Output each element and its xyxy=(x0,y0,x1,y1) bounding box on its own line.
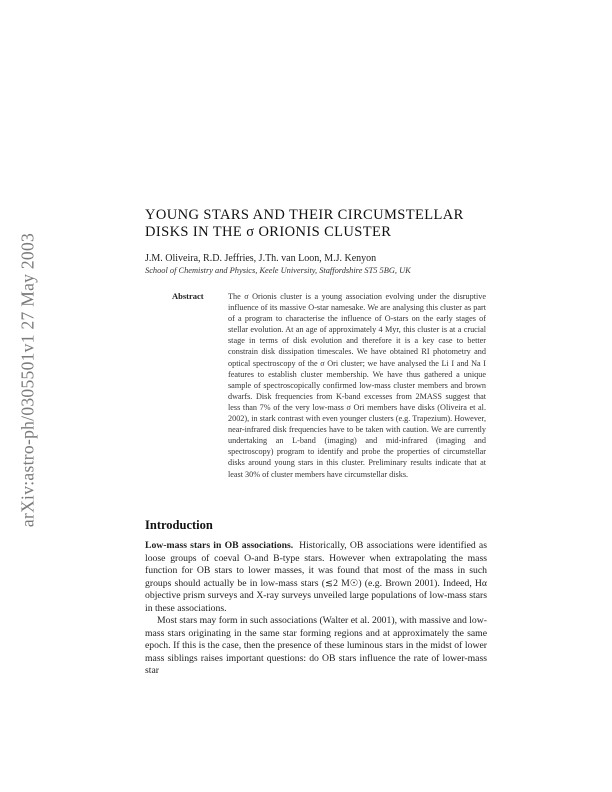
abstract-text: The σ Orionis cluster is a young association evolving under the disruptive influence of its massive O-star namesake. We are analysing this cluster as part of a program to characterise the influence of O-stars on the early stages of stellar evolution. At an age of approximately 4 Myr, this cluster is at a crucial stage in terms of disk evolution and therefore it is a key case to better constrain disk dissipation timescales. We have obtained RI photometry and optical spectroscopy of the σ Ori cluster; we have analysed the Li I and Na I features to establish cluster membership. We have thus gathered a unique sample of spectroscopically confirmed low-mass cluster members and brown dwarfs. Disk frequencies from K-band excesses from 2MASS suggest that less than 7% of the very low-mass σ Ori members have disks (Oliveira et al. 2002), in stark contrast with even younger clusters (e.g. Trapezium). However, near-infrared disk frequencies have to be taken with caution. We are currently undertaking an L-band (imaging) and mid-infrared (imaging and spectroscopy) program to identify and probe the properties of circumstellar disks around young stars in this cluster. Preliminary results indicate that at least 30% of cluster members have circumstellar disks. xyxy=(228,292,486,479)
paper-title xyxy=(145,207,545,241)
section-heading-introduction: Introduction xyxy=(145,518,213,532)
arxiv-identifier xyxy=(18,200,38,560)
author-list: J.M. Oliveira, R.D. Jeffries, J.Th. van Loon, M.J. Kenyon xyxy=(145,253,377,264)
intro-paragraph-1 xyxy=(145,540,487,615)
affiliation: School of Chemistry and Physics, Keele University, Staffordshire ST5 5BG, UK xyxy=(145,266,411,275)
abstract-label: Abstract xyxy=(172,291,204,301)
introduction-body xyxy=(145,540,487,678)
arxiv-identifier-text: arXiv:astro-ph/0305501v1 27 May 2003 xyxy=(17,232,38,528)
intro-paragraph-2: Most stars may form in such associations (Walter et al. 2001), with massive and low-mass stars originating in the same star forming regions and at approximately the same epoch. If this is the case, then the presence of these luminous stars in the midst of lower mass siblings raises important questions: do OB stars influence the rate of lower-mass star xyxy=(145,615,487,677)
title-line-2: DISKS IN THE σ ORIONIS CLUSTER xyxy=(145,224,392,240)
intro-paragraph-1-text: Historically, OB associations were identified as loose groups of coeval O-and B-type stars. However when extrapolating the mass function for OB stars to lower masses, it was found that most of the mass in such groups should actually be in low-mass stars (≲2 M☉) (e.g. Brown 2001). Indeed, Hα objective prism surveys and X-ray surveys unveiled large populations of low-mass stars in these associations. xyxy=(145,540,487,614)
run-in-heading: Low-mass stars in OB associations. xyxy=(145,540,294,551)
title-line-1: YOUNG STARS AND THEIR CIRCUMSTELLAR xyxy=(145,207,464,223)
